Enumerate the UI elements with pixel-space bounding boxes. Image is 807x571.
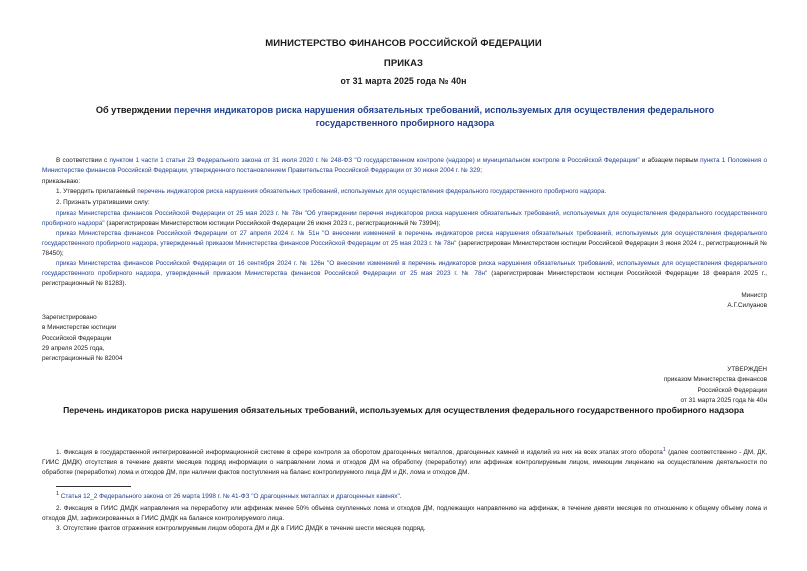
ministry-heading: МИНИСТЕРСТВО ФИНАНСОВ РОССИЙСКОЙ ФЕДЕРАЦИИ [265, 38, 542, 49]
order-78n-link[interactable]: приказ Министерства финансов Российской Федерации от 25 мая 2023 г. № 78н "Об утверждении перечня индикаторов риска нарушения обязательных требований, используемых для осуществления федерального государственного пробирного надзора" [42, 210, 767, 227]
approved-block [560, 365, 767, 406]
approved-line-4: от 31 марта 2025 года № 40н [680, 396, 767, 404]
item-1-prefix: 1. Утвердить прилагаемый [56, 188, 138, 195]
approved-line-1: УТВЕРЖДЕН [727, 366, 767, 373]
order-78n-registration: (зарегистрирован Министерством юстиции Российской Федерации 26 июня 2023 г., регистрационный № 73994); [104, 219, 441, 227]
registration-line-2: в Министерстве юстиции [42, 324, 117, 332]
footnote-ref-1[interactable]: 1 [662, 447, 666, 453]
preamble-text-2: и абзацем первым [639, 157, 701, 164]
doc-type: ПРИКАЗ [383, 58, 424, 69]
footnote-number: 1 [56, 491, 59, 497]
preamble [42, 156, 767, 176]
indicator-1-text: 1. Фиксация в государственной интегрированной информационной системе в сфере контроля за оборотом драгоценных металлов, драгоценных камней и изделий из них на всех этапах этого оборота [56, 449, 663, 457]
indicator-1 [42, 446, 767, 478]
order-51n-link[interactable]: приказ Министерства финансов Российской Федерации от 27 апреля 2024 г. № 51н "О внесении изменений в перечень индикаторов риска нарушения обязательных требований, используемых для осуществления федерального государственного пробирного надзора, утвержденный приказом Министерства финансов Российской Федерации от 25 мая 2023 г. № 78н" [42, 230, 767, 247]
indicator-1-rest: (далее соответственно - ДМ, ДК, ГИИС ДМДК) отсутствия в течение девяти месяцев подряд информации о направлении лома и отходов ДМ на обработку (переработку) или аффинаж контролируемым лицом, имеющим лицензию на осуществление деятельности по обработке (переработке) лома и отходов ДМ, при наличии фактов поступления на баланс контролируемого лица ДМ и ДК, лома и отходов ДМ. [42, 449, 767, 476]
footnote-end: . [399, 493, 402, 501]
footnote-1 [56, 490, 756, 502]
item-2: 2. Признать утратившими силу: [56, 199, 150, 206]
indicator-2: 2. Фиксация в ГИИС ДМДК направления на переработку или аффинаж менее 50% объема скупленных лома и отходов ДМ, подлежащих направлению на аффинаж, в течение девяти месяцев по отношению к общему объему лома и отходов ДМ, зафиксированных в ГИИС ДМДК на балансе контролируемого лица. [42, 505, 767, 522]
registration-block [42, 313, 122, 364]
approved-line-3: Российской Федерации [697, 386, 767, 394]
order-51n-registration: (зарегистрирован Министерством юстиции Российской Федерации 3 июня 2024 г., регистрационный № 78450); [42, 239, 767, 257]
item-1 [56, 187, 767, 197]
law-248-link[interactable]: пунктом 1 части 1 статьи 23 Федерального закона от 31 июля 2020 г. № 248-ФЗ "О государственном контроле (надзоре) и муниципальном контроле в Российской Федерации" [109, 157, 640, 164]
footnote-divider [56, 486, 131, 487]
repealed-order-51n [42, 229, 767, 259]
preamble-text-3: ; [480, 166, 482, 174]
regulation-329-link[interactable]: пункта 1 Положения о Министерстве финансов Российской Федерации, утвержденного постановлением Правительства Российской Федерации от 30 июня 2004 г. № 329 [42, 157, 768, 174]
registration-line-5: регистрационный № 82004 [42, 355, 123, 362]
repealed-order-126n [42, 259, 767, 289]
order-126n-link[interactable]: приказ Министерства финансов Российской Федерации от 16 сентября 2024 г. № 126н "О внесении изменений в перечень индикаторов риска нарушения обязательных требований, используемых для осуществления федерального государственного пробирного надзора, утвержденный приказом Министерства финансов Российской Федерации от 25 мая 2023 г. № 78н" [42, 260, 767, 277]
repealed-order-78n [42, 209, 767, 229]
registration-line-4: 29 апреля 2025 года, [42, 344, 105, 352]
approved-line-2: приказом Министерства финансов [663, 376, 767, 384]
item-1-link[interactable]: перечень индикаторов риска нарушения обязательных требований, используемых для осуществления федерального государственного пробирного надзора [137, 188, 605, 195]
item-1-suffix: . [604, 188, 607, 195]
subject-link[interactable]: перечня индикаторов риска нарушения обязательных требований, используемых для осуществления федерального государственного пробирного надзора [173, 105, 715, 129]
signature-role: Министр [741, 292, 767, 299]
doc-date: от 31 марта 2025 года № 40н [340, 76, 467, 86]
preamble-text-1: В соответствии с [56, 157, 110, 164]
registration-line-3: Российской Федерации [42, 334, 112, 342]
indicator-list-title: Перечень индикаторов риска нарушения обязательных требований, используемых для осуществления федерального государственного пробирного надзора [63, 405, 744, 415]
doc-subject [60, 104, 750, 131]
order-126n-registration: (зарегистрирован Министерством юстиции Российской Федерации 18 февраля 2025 г., регистрационный № 81283). [42, 269, 767, 287]
subject-prefix: Об утверждении [95, 105, 174, 115]
indicator-3: 3. Отсутствие фактов отражения контролируемым лицом оборота ДМ и ДК в ГИИС ДМДК в течение шести месяцев подряд. [56, 525, 426, 532]
footnote-law-link[interactable]: Статья 12_2 Федерального закона от 26 марта 1998 г. № 41-ФЗ "О драгоценных металлах и драгоценных камнях" [60, 493, 400, 501]
registration-line-1: Зарегистрировано [42, 314, 97, 321]
order-word: приказываю: [42, 178, 80, 185]
signature-name: А.Г.Силуанов [727, 302, 767, 309]
